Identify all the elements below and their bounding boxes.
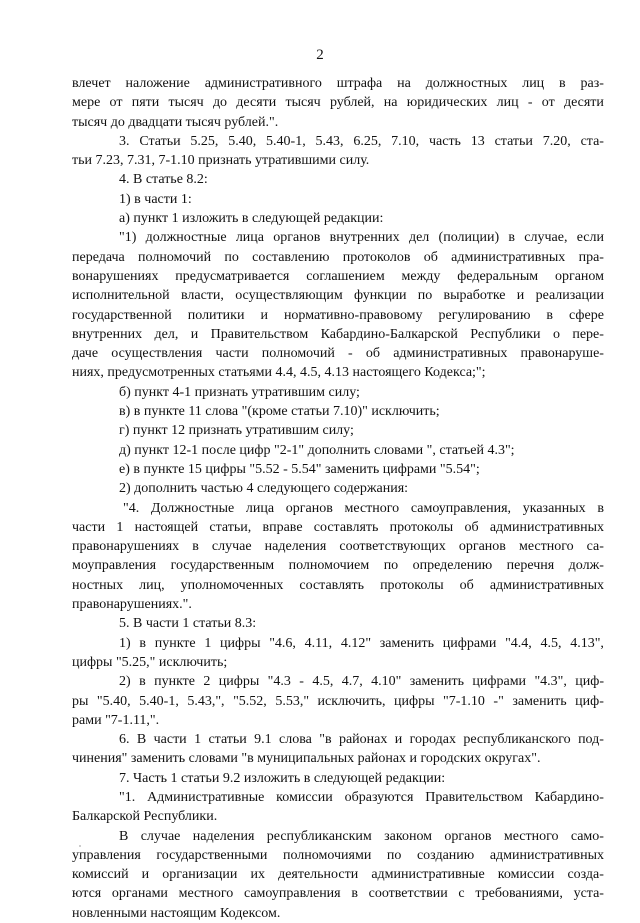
word: Правительством bbox=[425, 789, 523, 805]
text-line bbox=[72, 383, 604, 402]
text-line bbox=[72, 653, 604, 672]
word: заменить bbox=[379, 635, 435, 651]
line-text: правонарушениях.". bbox=[72, 597, 192, 613]
word: в bbox=[139, 674, 146, 690]
word: 7.20, bbox=[542, 133, 571, 149]
word: районах bbox=[338, 732, 388, 748]
word: правонарушениях bbox=[72, 539, 180, 555]
word: Правительством bbox=[210, 326, 309, 342]
word: между bbox=[401, 268, 441, 284]
word: правонаруше- bbox=[520, 346, 604, 362]
word: должностные bbox=[145, 230, 227, 246]
word: управления bbox=[72, 847, 141, 863]
text-line bbox=[72, 460, 604, 479]
word: на bbox=[397, 76, 411, 91]
word: в bbox=[139, 635, 146, 651]
word: Кабардино-Балкарской bbox=[320, 326, 458, 342]
line-text: новленными настоящим Кодексом. bbox=[72, 905, 281, 921]
word: десяти bbox=[563, 95, 604, 111]
line-text: Балкарской Республики. bbox=[72, 809, 218, 825]
text-line bbox=[72, 672, 604, 691]
word: случае, bbox=[524, 230, 568, 246]
word: по bbox=[417, 288, 433, 304]
word: сфере bbox=[569, 307, 604, 323]
word: 4.5, bbox=[540, 635, 562, 651]
line-text: г) пункт 12 признать утратившим силу; bbox=[119, 423, 354, 439]
word: государственной bbox=[72, 307, 172, 323]
line-text: чинения" заменить словами "в муниципальных районах и городских округах". bbox=[72, 751, 541, 767]
word: составлению bbox=[252, 249, 330, 265]
word: об bbox=[365, 346, 381, 362]
word: государственным bbox=[170, 558, 275, 574]
word: об bbox=[423, 249, 438, 265]
word: самоуправления bbox=[243, 886, 341, 902]
page-number: 2 bbox=[316, 47, 324, 63]
word: республиканским bbox=[266, 828, 372, 844]
word: соответствии bbox=[368, 886, 448, 902]
word: административного bbox=[204, 76, 322, 91]
line-text: ниях, предусмотренных статьями 4.4, 4.5, 4.13 настоящего Кодекса;"; bbox=[72, 365, 486, 381]
word: моуправления bbox=[72, 558, 157, 574]
word: государственными bbox=[156, 847, 268, 863]
word: 4.13", bbox=[570, 635, 604, 651]
document-body bbox=[72, 74, 604, 923]
line-text: тьи 7.23, 7.31, 7-1.10 признать утратившими силу. bbox=[72, 153, 370, 169]
word: - bbox=[348, 346, 353, 362]
word: слова bbox=[279, 732, 312, 748]
word: 6. bbox=[119, 732, 130, 748]
word: 5.53," bbox=[275, 693, 310, 709]
text-line bbox=[72, 441, 604, 460]
text-line bbox=[72, 402, 604, 421]
word: (полиции) bbox=[438, 230, 500, 246]
word: протоколы bbox=[389, 519, 454, 535]
word: исключить, bbox=[317, 693, 386, 709]
word: цифрами bbox=[472, 674, 527, 690]
line-text: е) в пункте 15 цифры "5.52 - 5.54" заменить цифрами "5.54"; bbox=[119, 461, 480, 477]
word: соответствующих bbox=[339, 539, 446, 555]
word: - bbox=[527, 95, 533, 111]
word: протоколы bbox=[380, 577, 444, 593]
word: долж- bbox=[568, 558, 604, 574]
word: "в bbox=[319, 732, 332, 748]
word: 2) bbox=[119, 674, 131, 690]
word: местного bbox=[344, 500, 400, 516]
scan-speck bbox=[79, 845, 81, 847]
word: "4.3", bbox=[534, 674, 567, 690]
word: 5.25, bbox=[190, 133, 219, 149]
word: части bbox=[72, 519, 106, 535]
word: от bbox=[541, 95, 555, 111]
word: перечня bbox=[506, 558, 555, 574]
word: "5.52, bbox=[233, 693, 267, 709]
text-line bbox=[72, 595, 604, 614]
word: 2 bbox=[203, 674, 211, 690]
text-line bbox=[72, 788, 604, 807]
text-line bbox=[72, 884, 604, 903]
word: полномочий bbox=[261, 346, 335, 362]
word: органов bbox=[285, 500, 333, 516]
text-line bbox=[72, 421, 604, 440]
word: случае bbox=[140, 828, 181, 844]
word: штрафа bbox=[336, 76, 383, 91]
word: цифры bbox=[220, 635, 261, 651]
text-line bbox=[72, 556, 604, 575]
word: республиканского bbox=[463, 732, 571, 748]
word: Должностные bbox=[150, 500, 235, 516]
word: тысяч bbox=[168, 95, 204, 111]
word: осуществления bbox=[111, 346, 203, 362]
word: местного bbox=[518, 539, 574, 555]
word: ностных bbox=[72, 577, 124, 593]
word: от bbox=[109, 95, 123, 111]
word: 4.10" bbox=[371, 674, 402, 690]
word: о bbox=[552, 326, 560, 342]
line-text: 4. В статье 8.2: bbox=[119, 172, 208, 188]
word: Административные bbox=[147, 789, 265, 805]
text-line bbox=[72, 479, 604, 498]
line-text: тысяч до двадцати тысяч рублей.". bbox=[72, 114, 279, 130]
word: 13 bbox=[470, 133, 485, 149]
text-line bbox=[72, 904, 604, 923]
word: местного bbox=[178, 886, 234, 902]
word: административные bbox=[371, 867, 485, 883]
word: и bbox=[260, 307, 268, 323]
word: городах bbox=[409, 732, 456, 748]
text-line bbox=[72, 325, 604, 344]
text-line bbox=[72, 865, 604, 884]
word: наложение bbox=[125, 76, 190, 91]
word: пере- bbox=[572, 326, 604, 342]
word: определению bbox=[412, 558, 493, 574]
word: ры bbox=[72, 693, 89, 709]
word: самоуправления, bbox=[410, 500, 512, 516]
line-text: рами "7-1.11,". bbox=[72, 712, 160, 728]
text-line bbox=[72, 846, 604, 865]
word: Кабардино- bbox=[534, 789, 604, 805]
word: статьи, bbox=[209, 519, 252, 535]
line-text: в) в пункте 11 слова "(кроме статьи 7.10)" исключить; bbox=[119, 404, 440, 420]
word: административных bbox=[489, 577, 604, 593]
word: цифры bbox=[394, 693, 435, 709]
word: 4.5, bbox=[312, 674, 334, 690]
word: политики bbox=[187, 307, 245, 323]
line-text: 5. В части 1 статьи 8.3: bbox=[119, 616, 257, 632]
text-line bbox=[72, 209, 604, 228]
word: по bbox=[224, 249, 239, 265]
word: выработке bbox=[443, 288, 506, 304]
word: 5.40-1, bbox=[139, 693, 179, 709]
word: 5.40-1, bbox=[266, 133, 306, 149]
word: 5.40, bbox=[228, 133, 257, 149]
text-line bbox=[72, 730, 604, 749]
word: административных bbox=[451, 249, 566, 265]
word: статьи bbox=[208, 732, 247, 748]
word: требованиями, bbox=[475, 886, 563, 902]
word: Статьи bbox=[139, 133, 181, 149]
line-text: 1) в части 1: bbox=[119, 191, 192, 207]
word: об bbox=[459, 577, 474, 593]
word: са- bbox=[586, 539, 604, 555]
word: дел bbox=[408, 230, 430, 246]
word: образуются bbox=[344, 789, 414, 805]
text-line bbox=[72, 93, 604, 112]
word: их bbox=[250, 867, 265, 883]
word: уполномоченных bbox=[180, 577, 284, 593]
word: органами bbox=[111, 886, 168, 902]
text-line bbox=[72, 344, 604, 363]
word: полномочиями bbox=[282, 847, 372, 863]
word: административных bbox=[489, 519, 604, 535]
word: функции bbox=[353, 288, 407, 304]
text-line bbox=[72, 286, 604, 305]
word: соглашением bbox=[306, 268, 385, 284]
text-line bbox=[72, 267, 604, 286]
word: деятельности bbox=[278, 867, 359, 883]
word: и bbox=[394, 732, 403, 748]
word: составлять bbox=[299, 577, 365, 593]
word: само- bbox=[570, 828, 604, 844]
word: комиссии bbox=[276, 789, 333, 805]
text-line bbox=[72, 132, 604, 151]
word: тысяч bbox=[285, 95, 321, 111]
word: в bbox=[192, 539, 199, 555]
text-line bbox=[72, 614, 604, 633]
text-line bbox=[72, 74, 604, 93]
word: случае bbox=[211, 539, 252, 555]
word: местного bbox=[503, 828, 559, 844]
word: наделения bbox=[264, 539, 327, 555]
word: и bbox=[141, 867, 150, 883]
word: организации bbox=[162, 867, 238, 883]
word: дел, bbox=[154, 326, 179, 342]
word: передача bbox=[72, 249, 125, 265]
word: полномочий bbox=[138, 249, 212, 265]
word: административных bbox=[393, 346, 508, 362]
word: созданию bbox=[416, 847, 475, 863]
word: части bbox=[153, 732, 187, 748]
word: наделения bbox=[192, 828, 255, 844]
word: "5.40, bbox=[96, 693, 131, 709]
word: должностных bbox=[425, 76, 508, 91]
word: влечет bbox=[72, 76, 111, 91]
word: юридических bbox=[406, 95, 488, 111]
line-text: цифры "5.25," исключить; bbox=[72, 654, 228, 670]
word: осуществляющим bbox=[235, 288, 343, 304]
word: составлять bbox=[313, 519, 379, 535]
word: пункте bbox=[154, 635, 196, 651]
text-line bbox=[72, 576, 604, 595]
word: 1) bbox=[119, 635, 131, 651]
text-line bbox=[72, 363, 604, 382]
word: комиссии bbox=[497, 867, 555, 883]
word: настоящей bbox=[134, 519, 199, 535]
line-text: 2) дополнить частью 4 следующего содержания: bbox=[119, 481, 409, 497]
word: и bbox=[190, 326, 199, 342]
word: часть bbox=[428, 133, 461, 149]
text-line bbox=[72, 749, 604, 768]
text-line bbox=[72, 807, 604, 826]
text-line bbox=[72, 306, 604, 325]
word: циф- bbox=[575, 674, 604, 690]
word: в bbox=[508, 230, 516, 246]
line-text: 7. Часть 1 статьи 9.2 изложить в следующей редакции: bbox=[119, 770, 446, 786]
word: 4.12" bbox=[340, 635, 372, 651]
word: пяти bbox=[131, 95, 160, 111]
word: В bbox=[119, 828, 129, 844]
word: комиссий bbox=[72, 867, 129, 883]
word: административных bbox=[489, 847, 604, 863]
word: под- bbox=[578, 732, 604, 748]
word: 3. bbox=[119, 133, 130, 149]
word: в bbox=[597, 500, 604, 516]
word: протоколов bbox=[342, 249, 411, 265]
word: в bbox=[559, 76, 566, 91]
word: органов bbox=[444, 828, 492, 844]
word: вправе bbox=[262, 519, 303, 535]
word: внутренних bbox=[72, 326, 143, 342]
word: "4.4, bbox=[505, 635, 532, 651]
text-line bbox=[72, 634, 604, 653]
word: лиц bbox=[496, 95, 519, 111]
text-line bbox=[72, 518, 604, 537]
word: цифрами bbox=[442, 635, 497, 651]
word: регулированию bbox=[438, 307, 531, 323]
word: если bbox=[576, 230, 604, 246]
text-line bbox=[72, 151, 604, 170]
line-text: д) пункт 12-1 после цифр "2-1" дополнить словами ", статьей 4.3"; bbox=[119, 442, 515, 458]
line-text: б) пункт 4-1 признать утратившим силу; bbox=[119, 384, 360, 400]
word: статьи bbox=[494, 133, 533, 149]
word: 5.43,", bbox=[187, 693, 225, 709]
word: раз- bbox=[580, 76, 604, 91]
word: законом bbox=[384, 828, 433, 844]
word: мере bbox=[72, 95, 101, 111]
word: нормативно-правовому bbox=[283, 307, 423, 323]
line-text: а) пункт 1 изложить в следующей редакции: bbox=[119, 211, 384, 227]
word: лица bbox=[245, 500, 275, 516]
word: исполнительной bbox=[72, 288, 170, 304]
word: федеральным bbox=[457, 268, 539, 284]
word: циф- bbox=[575, 693, 604, 709]
text-line bbox=[72, 711, 604, 730]
word: "4.6, bbox=[269, 635, 296, 651]
word: даче bbox=[72, 346, 99, 362]
word: лица bbox=[235, 230, 264, 246]
word: заменить bbox=[409, 674, 465, 690]
text-line bbox=[72, 692, 604, 711]
word: рублей, bbox=[329, 95, 375, 111]
text-line bbox=[72, 170, 604, 189]
word: 1 bbox=[204, 635, 212, 651]
word: цифры bbox=[218, 674, 260, 690]
word: органов bbox=[273, 230, 321, 246]
text-line bbox=[72, 113, 604, 132]
word: уста- bbox=[573, 886, 604, 902]
word: -" bbox=[493, 693, 504, 709]
word: "1. bbox=[119, 789, 136, 805]
word: ста- bbox=[580, 133, 604, 149]
word: десяти bbox=[236, 95, 277, 111]
word: до bbox=[212, 95, 228, 111]
word: пра- bbox=[578, 249, 604, 265]
word: заменить bbox=[512, 693, 567, 709]
word: органом bbox=[554, 268, 604, 284]
word: 1 bbox=[194, 732, 202, 748]
word: части bbox=[215, 346, 249, 362]
word: вонарушениях bbox=[72, 268, 159, 284]
word: указанных bbox=[522, 500, 586, 516]
word: власти, bbox=[180, 288, 224, 304]
word: "1) bbox=[119, 230, 137, 246]
text-line bbox=[72, 769, 604, 788]
text-line bbox=[72, 248, 604, 267]
word: органов bbox=[458, 539, 506, 555]
word: лиц bbox=[522, 76, 545, 91]
word: об bbox=[464, 519, 479, 535]
word: В bbox=[136, 732, 147, 748]
word: "4. bbox=[123, 500, 140, 516]
word: лиц, bbox=[139, 577, 165, 593]
word: созда- bbox=[567, 867, 604, 883]
word: по bbox=[383, 558, 399, 574]
word: 9.1 bbox=[254, 732, 272, 748]
word: 4.7, bbox=[341, 674, 363, 690]
word: 1 bbox=[116, 519, 124, 535]
text-line bbox=[72, 190, 604, 209]
word: в bbox=[351, 886, 358, 902]
word: реализации bbox=[535, 288, 604, 304]
word: в bbox=[546, 307, 554, 323]
word: 6.25, bbox=[353, 133, 382, 149]
word: 7.10, bbox=[391, 133, 420, 149]
text-line bbox=[72, 228, 604, 247]
word: по bbox=[386, 847, 402, 863]
word: полномочием bbox=[288, 558, 370, 574]
word: с bbox=[458, 886, 465, 902]
text-line bbox=[72, 827, 604, 846]
word: предусматривается bbox=[175, 268, 290, 284]
word: ются bbox=[72, 886, 102, 902]
word: внутренних bbox=[329, 230, 400, 246]
word: - bbox=[299, 674, 304, 690]
text-line bbox=[72, 537, 604, 556]
word: 4.11, bbox=[304, 635, 333, 651]
word: на bbox=[383, 95, 398, 111]
word: Республики bbox=[470, 326, 541, 342]
word: и bbox=[516, 288, 525, 304]
text-line bbox=[72, 499, 604, 518]
word: 5.43, bbox=[315, 133, 344, 149]
word: "7-1.10 bbox=[443, 693, 485, 709]
word: "4.3 bbox=[267, 674, 291, 690]
word: пункте bbox=[154, 674, 196, 690]
